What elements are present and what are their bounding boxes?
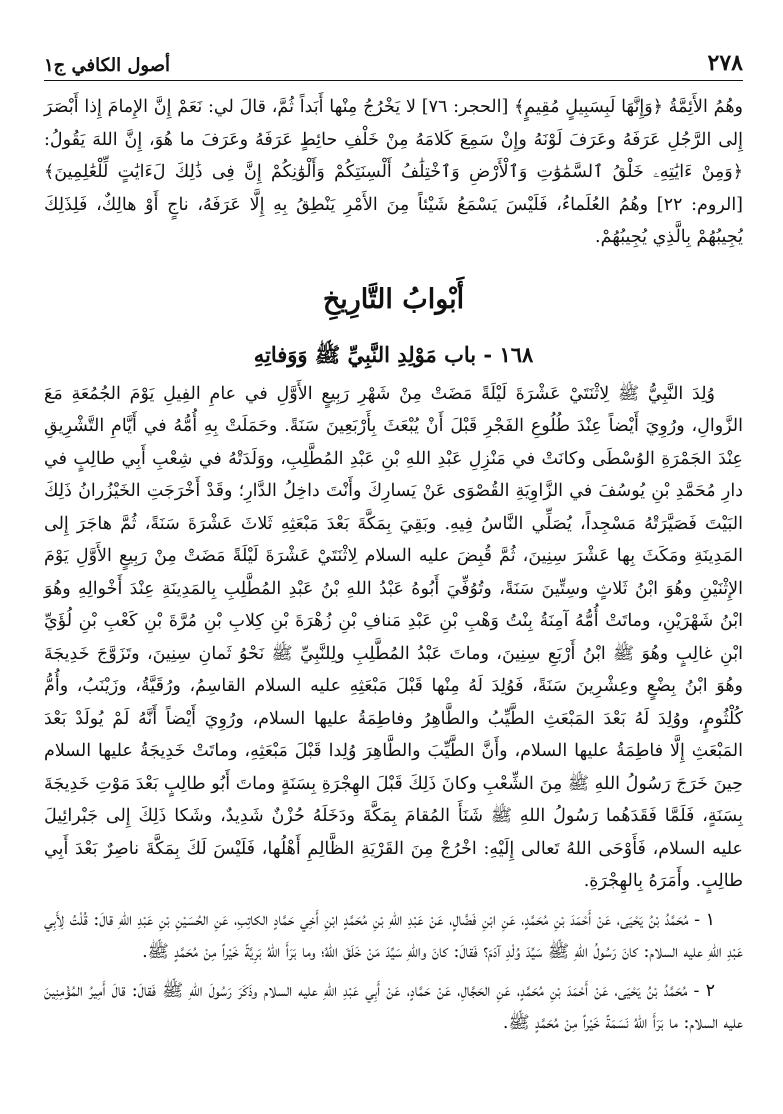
chapter-body-paragraph: وُلِدَ النَّبِيُّ ﷺ لِاثْنَتَيْ عَشْرَةَ لَيْلَةً مَضَتْ مِنْ شَهْرِ رَبِيعٍ الأَوَّلِ في عامِ الفِيلِ يَوْمَ الجُمُعَةِ مَعَ الزَّوالِ، ورُوِيَ أَيْضاً عِنْدَ طُلُوعِ الفَجْرِ قَبْلَ أَنْ يُبْعَثَ بِأَرْبَعِينَ سَنَةً. وحَمَلَتْ بِهِ أُمُّهُ في أَيَّامِ التَّشْرِيقِ عِنْدَ الجَمْرَةِ الوُسْطَى وكانَتْ في مَنْزِلِ عَبْدِ اللهِ بْنِ عَبْدِ المُطَّلِبِ، ووَلَدَتْهُ في شِعْبِ أَبِي طالِبٍ في دارِ مُحَمَّدِ بْنِ يُوسُفَ في الزَّاوِيَةِ القُصْوَى عَنْ يَسارِكَ وأَنْتَ داخِلُ الدَّارِ؛ وقَدْ أَخْرَجَتِ الخَيْزُرانُ ذَلِكَ البَيْتَ فَصَيَّرَتْهُ مَسْجِداً، يُصَلِّي النَّاسُ فِيهِ. وبَقِيَ بِمَكَّةَ بَعْدَ مَبْعَثِهِ ثَلاثَ عَشْرَةَ سَنَةً، ثُمَّ هاجَرَ إِلى المَدِينَةِ ومَكَثَ بِها عَشْرَ سِنِينَ، ثُمَّ قُبِضَ عليه السلام لِاثْنَتَيْ عَشْرَةَ لَيْلَةً مَضَتْ مِنْ رَبِيعٍ الأَوَّلِ يَوْمَ الإِثْنَيْنِ وهُوَ ابْنُ ثَلاثٍ وسِتِّينَ سَنَةً، وتُوُفِّيَ أَبُوهُ عَبْدُ اللهِ بْنُ عَبْدِ المُطَّلِبِ بِالمَدِينَةِ عِنْدَ أَخْوالِهِ وهُوَ ابْنُ شَهْرَيْنِ، وماتَتْ أُمُّهُ آمِنَةُ بِنْتُ وَهْبِ بْنِ عَبْدِ مَنافِ بْنِ زُهْرَةَ بْنِ كِلابِ بْنِ مُرَّةَ بْنِ كَعْبِ بْنِ لُؤَيِّ ابْنِ غالِبٍ وهُوَ ﷺ ابْنُ أَرْبَعِ سِنِينَ، وماتَ عَبْدُ المُطَّلِبِ ولِلنَّبِيِّ ﷺ نَحْوُ ثَمانِ سِنِينَ، وتَزَوَّجَ خَدِيجَةَ وهُوَ ابْنُ بِضْعٍ وعِشْرِينَ سَنَةً، فَوُلِدَ لَهُ مِنْها قَبْلَ مَبْعَثِهِ عليه السلام القاسِمُ، ورُقَيَّةُ، وزَيْنَبُ، وأُمُّ كُلْثُومٍ، ووُلِدَ لَهُ بَعْدَ المَبْعَثِ الطَّيِّبُ والطَّاهِرُ وفاطِمَةُ عليها السلام، ورُوِيَ أَيْضاً أَنَّهُ لَمْ يُولَدْ بَعْدَ المَبْعَثِ إِلَّا فاطِمَةُ عليها السلام، وأَنَّ الطَّيِّبَ والطَّاهِرَ وُلِدا قَبْلَ مَبْعَثِهِ، وماتَتْ خَدِيجَةُ عليها السلام حِينَ خَرَجَ رَسُولُ اللهِ ﷺ مِنَ الشِّعْبِ وكانَ ذَلِكَ قَبْلَ الهِجْرَةِ بِسَنَةٍ وماتَ أَبُو طالِبٍ بَعْدَ مَوْتِ خَدِيجَةَ بِسَنَةٍ، فَلَمَّا فَقَدَهُما رَسُولُ اللهِ ﷺ شَنَأَ المُقامَ بِمَكَّةَ ودَخَلَهُ حُزْنٌ شَدِيدٌ، وشَكا ذَلِكَ إِلى جَبْرائِيلَ عليه السلام، فَأَوْحَى اللهُ تَعالى إِلَيْهِ: اخْرُجْ مِنَ القَرْيَةِ الظَّالِمِ أَهْلُها، فَلَيْسَ لَكَ بِمَكَّةَ ناصِرٌ بَعْدَ أَبِي طالِبٍ. وأَمَرَهُ بِالهِجْرَةِ. [44, 383, 743, 891]
page-header [44, 42, 743, 81]
page-number: ٢٧٨ [707, 50, 743, 76]
running-title: أصول الكافي ج١ [44, 55, 171, 76]
hadith-2: ٢ - مُحَمَّدُ بْنُ يَحْيَى، عَنْ أَحْمَدَ بْنِ مُحَمَّدٍ، عَنِ الحَجَّالِ، عَنْ حَمَّادٍ، عَنْ أَبِي عَبْدِ اللهِ عليه السلام وذَكَرَ رَسُولَ اللهِ ﷺ فَقالَ: قالَ أَمِيرُ المُؤْمِنِينَ عليه السلام: ما بَرَأَ اللهُ نَسَمَةً خَيْراً مِنْ مُحَمَّدٍ ﷺ. [44, 980, 743, 1033]
hadith-1: ١ - مُحَمَّدُ بْنُ يَحْيَى، عَنْ أَحْمَدَ بْنِ مُحَمَّدٍ، عَنِ ابْنِ فَضَّالٍ، عَنْ عَبْدِ اللهِ بْنِ مُحَمَّدٍ ابْنِ أَخِي حَمَّادٍ الكاتِبِ، عَنِ الحُسَيْنِ بْنِ عَبْدِ اللهِ قالَ: قُلْتُ لِأَبِي عَبْدِ اللهِ عليه السلام: كانَ رَسُولُ اللهِ ﷺ سَيِّدَ وُلْدِ آدَمَ؟ فَقالَ: كانَ واللهِ سَيِّدَ مَنْ خَلَقَ اللهُ؛ وما بَرَأَ اللهُ بَرِيَّةً خَيْراً مِنْ مُحَمَّدٍ ﷺ. [44, 909, 743, 962]
part-title: أَبْوابُ التَّارِيخِ [322, 283, 465, 315]
intro-paragraph: وهُمُ الأَئِمَّةُ ﴿وَإِنَّهَا لَبِسَبِيلٍ مُقِيمٍ﴾ [الحجر: ٧٦] لا يَخْرُجُ مِنْها أَبَداً ثُمَّ، قالَ لي: نَعَمْ إِنَّ الإِمامَ إِذا أَبْصَرَ إِلى الرَّجُلِ عَرَفَهُ وعَرَفَ لَوْنَهُ وإِنْ سَمِعَ كَلامَهُ مِنْ خَلْفِ حائِطٍ عَرَفَهُ وعَرَفَ ما هُوَ، إِنَّ اللهَ يَقُولُ: ﴿وَمِنْ ءَايَٰتِهِۦ خَلْقُ ٱلسَّمَٰوَٰتِ وَٱلْأَرْضِ وَٱخْتِلَٰفُ أَلْسِنَتِكُمْ وَأَلْوَٰنِكُمْ إِنَّ فِى ذَٰلِكَ لَءَايَٰتٍ لِّلْعَٰلِمِينَ﴾ [الروم: ٢٢] وهُمُ العُلَماءُ، فَلَيْسَ يَسْمَعُ شَيْئاً مِنَ الأَمْرِ يَنْطِقُ بِهِ إِلَّا عَرَفَهُ، ناجٍ أَوْ هالِكٌ، فَلِذَلِكَ يُجِيبُهُمْ بِالَّذِي يُجِيبُهُمْ. [44, 97, 744, 247]
chapter-title: ١٦٨ - باب مَوْلِدِ النَّبِيِّ ﷺ وَوَفاتِهِ [253, 341, 534, 367]
